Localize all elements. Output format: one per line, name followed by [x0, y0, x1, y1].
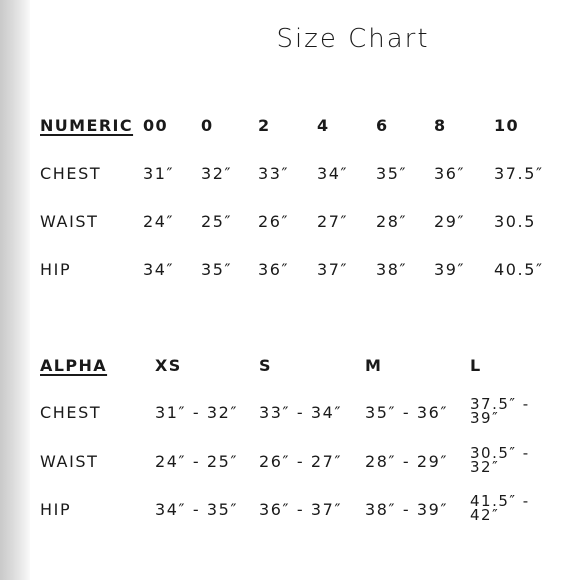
numeric-cell: 37″: [317, 260, 349, 279]
numeric-row-label: HIP: [40, 260, 72, 279]
alpha-header-label: ALPHA: [40, 356, 108, 375]
numeric-size-header: 00: [143, 116, 169, 135]
numeric-row-label: WAIST: [40, 212, 99, 231]
numeric-size-header: 10: [494, 116, 520, 135]
alpha-row-label: WAIST: [40, 452, 99, 471]
numeric-cell: 35″: [376, 164, 408, 183]
alpha-cell: 33″ - 34″: [259, 403, 343, 422]
alpha-size-header: M: [365, 356, 383, 375]
alpha-size-header: XS: [155, 356, 182, 375]
numeric-size-header: 6: [376, 116, 389, 135]
alpha-cell: 28″ - 29″: [365, 452, 449, 471]
numeric-cell: 39″: [434, 260, 466, 279]
numeric-cell: 40.5″: [494, 260, 544, 279]
numeric-row-label: CHEST: [40, 164, 102, 183]
numeric-cell: 32″: [201, 164, 233, 183]
alpha-cell: 41.5″ - 42″: [470, 492, 530, 524]
alpha-cell: 38″ - 39″: [365, 500, 449, 519]
alpha-row-label: HIP: [40, 500, 72, 519]
numeric-cell: 36″: [258, 260, 290, 279]
page-edge-shadow: [0, 0, 30, 580]
alpha-cell: 34″ - 35″: [155, 500, 239, 519]
numeric-cell: 29″: [434, 212, 466, 231]
alpha-cell: 26″ - 27″: [259, 452, 343, 471]
alpha-cell: 31″ - 32″: [155, 403, 239, 422]
numeric-cell: 26″: [258, 212, 290, 231]
numeric-cell: 25″: [201, 212, 233, 231]
page-title: Size Chart: [276, 24, 430, 54]
numeric-cell: 36″: [434, 164, 466, 183]
alpha-size-header: L: [470, 356, 482, 375]
numeric-size-header: 8: [434, 116, 447, 135]
numeric-size-header: 0: [201, 116, 214, 135]
numeric-cell: 24″: [143, 212, 175, 231]
alpha-size-header: S: [259, 356, 272, 375]
alpha-cell: 36″ - 37″: [259, 500, 343, 519]
numeric-cell: 37.5″: [494, 164, 544, 183]
numeric-cell: 28″: [376, 212, 408, 231]
numeric-header-label: NUMERIC: [40, 116, 134, 135]
alpha-cell: 30.5″ - 32″: [470, 444, 530, 476]
numeric-cell: 38″: [376, 260, 408, 279]
numeric-cell: 34″: [317, 164, 349, 183]
numeric-size-header: 4: [317, 116, 330, 135]
alpha-cell: 35″ - 36″: [365, 403, 449, 422]
numeric-cell: 34″: [143, 260, 175, 279]
numeric-cell: 27″: [317, 212, 349, 231]
alpha-cell: 24″ - 25″: [155, 452, 239, 471]
numeric-size-header: 2: [258, 116, 271, 135]
alpha-row-label: CHEST: [40, 403, 102, 422]
alpha-cell: 37.5″ - 39″: [470, 395, 530, 427]
numeric-cell: 30.5: [494, 212, 537, 231]
numeric-cell: 31″: [143, 164, 175, 183]
numeric-cell: 35″: [201, 260, 233, 279]
numeric-cell: 33″: [258, 164, 290, 183]
